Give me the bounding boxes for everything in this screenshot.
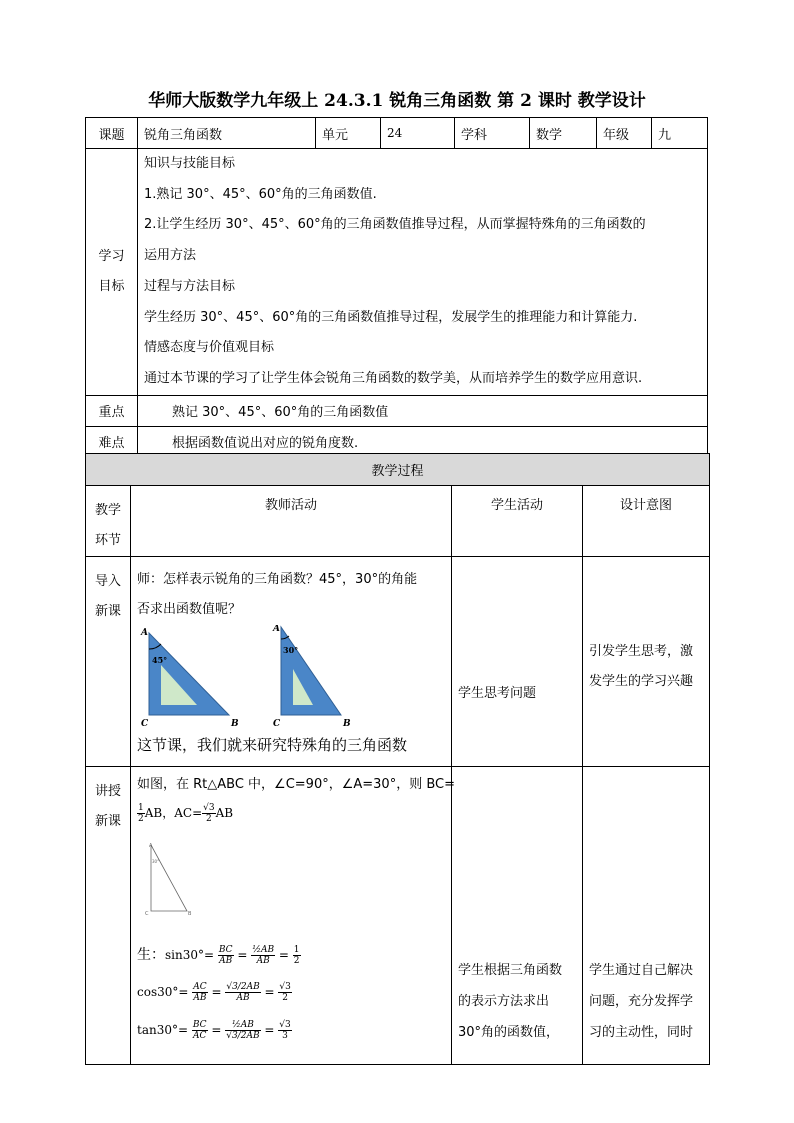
cos-result-den: 2 [282, 993, 288, 1003]
frac-half-ab: ½AB [225, 1020, 260, 1031]
lesson-student-3: 30°角的函数值， [458, 1025, 560, 1040]
info-table [85, 117, 708, 458]
sin-prefix: 生： [137, 947, 165, 963]
goal-line: 学生经历 30°、45°、60°角的三角函数值推导过程，发展学生的推理能力和计算能力. [144, 309, 638, 325]
page-title: 华师大版数学九年级上 24.3.1 锐角三角函数 第 2 课时 教学设计 [148, 91, 646, 111]
tan-label: tan30°= [137, 1023, 189, 1037]
ac-frac-den: 2 [205, 814, 212, 824]
grade-value: 九 [652, 118, 708, 149]
lesson-teacher [131, 767, 455, 1065]
goal-line: 过程与方法目标 [144, 278, 236, 294]
key-label: 重点 [86, 395, 138, 426]
lesson-line-2 [137, 799, 445, 827]
bc-frac-den: 2 [138, 814, 144, 824]
goal-line: 知识与技能目标 [144, 156, 236, 171]
intro-stage-a: 导入 [94, 574, 121, 589]
intro-design-2: 发学生的学习兴趣 [589, 673, 694, 689]
lesson-row [86, 767, 710, 1065]
intro-line-3: 这节课，我们就来研究特殊角的三角函数 [137, 736, 408, 754]
col-stage-a: 教学 [94, 503, 121, 518]
process-header-row [86, 454, 710, 486]
frac-ac: AC [193, 1031, 207, 1041]
goals-row [86, 149, 708, 396]
difficulty-text: 根据函数值说出对应的锐角度数. [138, 426, 708, 457]
angle-label-30: 30° [283, 645, 299, 655]
lesson-student-2: 的表示方法求出 [458, 994, 550, 1009]
goal-line: 2.让学生经历 30°、45°、60°角的三角函数值推导过程，从而掌握特殊角的三角函数的 [144, 217, 646, 233]
difficulty-label: 难点 [86, 426, 138, 457]
subject-label: 学科 [455, 118, 530, 149]
point-c-label: C [273, 719, 281, 729]
ac-tail: AB [215, 806, 234, 820]
lesson-student [452, 767, 583, 1065]
intro-design-1: 引发学生思考，激 [589, 643, 694, 659]
frac-ab: AB [236, 993, 250, 1003]
frac-ab: AB [256, 956, 270, 966]
angle-label-45: 45° [152, 655, 168, 665]
lesson-design-2: 问题，充分发挥学 [589, 994, 694, 1009]
goals-label-1: 学习 [98, 248, 125, 264]
frac-half-ab: ½AB [252, 945, 275, 955]
triangle-30 [272, 625, 351, 729]
frac-bc: BC [192, 1020, 207, 1030]
key-text: 熟记 30°、45°、60°角的三角函数值 [138, 395, 708, 426]
lesson-stage-b: 新课 [94, 814, 121, 829]
frac-root3-ab: √3/2AB [226, 1031, 260, 1041]
intro-stage [86, 557, 131, 767]
col-stage-b: 环节 [94, 533, 121, 548]
process-header: 教学过程 [86, 454, 710, 486]
tan-result-num: √3 [279, 1020, 291, 1030]
column-header-row [86, 486, 710, 557]
goal-line: 1.熟记 30°、45°、60°角的三角函数值. [144, 186, 377, 202]
small-point-c: C [145, 911, 149, 917]
goal-line: 通过本节课的学习了让学生体会锐角三角函数的数学美，从而培养学生的数学应用意识. [144, 370, 643, 386]
cos-line: cos30°= $\frac{AC}{AB}$ = $\frac{√3/2AB}{AB}$ = $\frac{√3}{2}$ [137, 982, 291, 1003]
intro-student [452, 557, 583, 767]
subject-value: 数学 [530, 118, 597, 149]
triangle-figures [139, 625, 379, 735]
col-stage-header [86, 486, 131, 557]
sin-label: sin30°= [165, 948, 215, 962]
small-triangle-figure [143, 841, 223, 921]
intro-student-text: 学生思考问题 [458, 686, 537, 701]
intro-teacher [131, 557, 452, 767]
frac-ab: AB [193, 993, 207, 1003]
lesson-design-3: 习的主动性，同时 [589, 1025, 694, 1040]
unit-label: 单元 [316, 118, 381, 149]
sin-result-num: 1 [293, 945, 300, 955]
topic-value: 锐角三角函数 [138, 118, 316, 149]
cos-result-num: √3 [279, 982, 291, 992]
point-c-label: C [141, 719, 149, 729]
bc-frac-num: 1 [138, 803, 144, 813]
point-b-label: B [231, 719, 239, 729]
frac-root3-ab: √3/2AB [226, 982, 260, 992]
point-a-label: A [141, 628, 148, 638]
goal-line: 情感态度与价值观目标 [144, 340, 275, 356]
sin-line: 生：sin30°= $\frac{BC}{AB}$ = $\frac{\text{½AB}}{AB}$ = $\frac{1}{2}$ [137, 945, 300, 966]
ac-frac-num: √3 [203, 803, 215, 813]
topic-label: 课题 [86, 118, 138, 149]
unit-value: 24 [381, 118, 455, 149]
lesson-student-1: 学生根据三角函数 [458, 963, 563, 978]
intro-stage-b: 新课 [94, 604, 121, 619]
goals-content [138, 149, 708, 396]
goals-label [86, 149, 138, 396]
frac-ab: AB [219, 956, 233, 966]
goals-label-2: 目标 [98, 278, 125, 294]
goal-line: 运用方法 [144, 248, 197, 264]
process-table [85, 453, 710, 1065]
tan-line: tan30°= $\frac{BC}{AC}$ = $\frac{\text{½AB}}{√3/2AB}$ = $\frac{√3}{3}$ [137, 1020, 291, 1041]
grade-label: 年级 [597, 118, 652, 149]
col-student-header: 学生活动 [452, 486, 583, 557]
small-point-b: B [188, 911, 192, 917]
tan-result-den: 3 [282, 1031, 288, 1041]
sin-result-den: 2 [293, 956, 300, 966]
lesson-stage [86, 767, 131, 1065]
small-angle: 30° [152, 859, 160, 864]
triangle-45 [140, 628, 239, 729]
key-row [86, 395, 708, 426]
intro-line-2: 否求出函数值呢？ [137, 602, 242, 617]
intro-row [86, 557, 710, 767]
point-a-label: A [273, 625, 280, 634]
frac-bc: BC [218, 945, 233, 955]
small-point-a: A [149, 843, 153, 849]
bc-tail: AB，AC= [144, 806, 203, 820]
lesson-stage-a: 讲授 [94, 784, 121, 799]
col-design-header: 设计意图 [583, 486, 710, 557]
point-b-label: B [343, 719, 351, 729]
lesson-design [583, 767, 710, 1065]
lesson-design-1: 学生通过自己解决 [589, 963, 694, 978]
info-row [86, 118, 708, 149]
lesson-line-1: 如图，在 Rt△ABC 中，∠C=90°，∠A=30°，则 BC= [137, 777, 455, 792]
cos-label: cos30°= [137, 985, 189, 999]
col-teacher-header: 教师活动 [131, 486, 452, 557]
frac-ac: AC [193, 982, 207, 992]
intro-design [583, 557, 710, 767]
intro-line-1: 师：怎样表示锐角的三角函数？45°，30°的角能 [137, 572, 418, 587]
